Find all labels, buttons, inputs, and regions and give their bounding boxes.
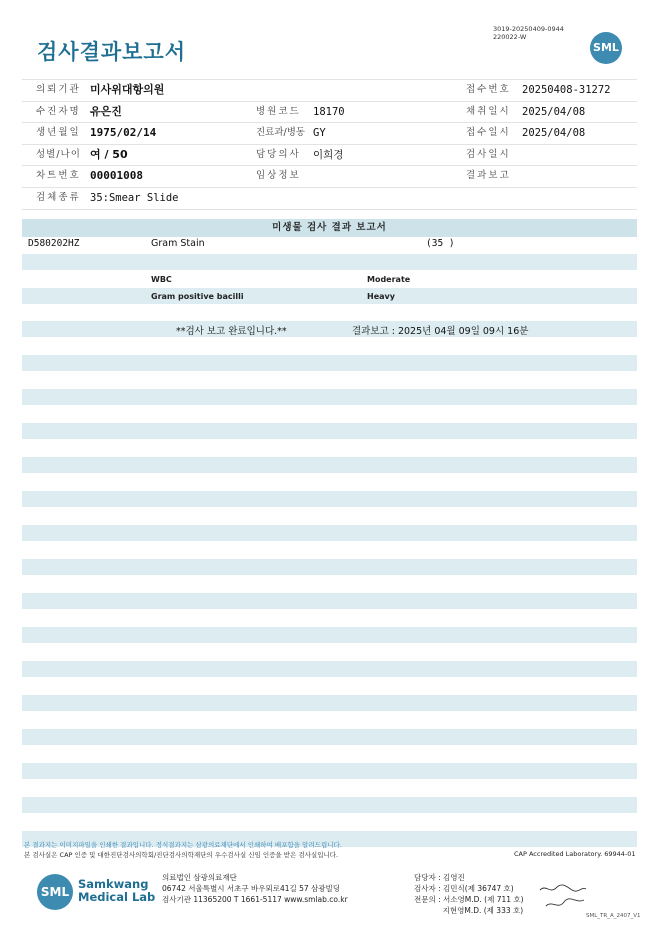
label-attending-doctor: 담당의사 bbox=[256, 148, 301, 160]
print-notice: 본 결과지는 이미지파일을 인쇄한 결과입니다. 정식결과지는 삼광의료재단에서 인쇄하여 배포함을 알려드립니다. bbox=[24, 841, 342, 849]
result-item: Gram positive bacilli bbox=[151, 292, 244, 301]
attending-doctor: 이희경 bbox=[313, 148, 344, 161]
signature bbox=[538, 880, 588, 912]
striped-row bbox=[22, 525, 637, 541]
section-title: 미생물 검사 결과 보고서 bbox=[272, 222, 387, 233]
striped-row bbox=[22, 763, 637, 779]
sml-logo: SML bbox=[590, 32, 622, 64]
company-name-line: Medical Lab bbox=[78, 890, 156, 904]
label-receipt-date: 접수일시 bbox=[466, 127, 511, 139]
striped-row bbox=[22, 627, 637, 643]
label-collection-date: 채취일시 bbox=[466, 105, 511, 117]
label-specimen-type: 검체종류 bbox=[36, 191, 81, 203]
patient-info-table bbox=[22, 79, 637, 210]
result-value: Moderate bbox=[367, 275, 411, 284]
info-row bbox=[22, 123, 637, 145]
striped-row bbox=[22, 559, 637, 575]
cap-accreditation: CAP Accredited Laboratory. 69944-01 bbox=[514, 850, 636, 858]
info-row bbox=[22, 145, 637, 167]
address-line: 의료법인 삼광의료재단 bbox=[162, 873, 237, 882]
striped-row bbox=[22, 355, 637, 371]
receipt-number: 20250408-31272 bbox=[522, 84, 611, 96]
accreditation-notice: 본 검사실은 CAP 인증 및 대한진단검사의학회/진단검사의학재단의 우수검사실 신임 인증을 받은 검사실입니다. bbox=[24, 851, 339, 859]
document-code bbox=[493, 26, 564, 41]
hospital-code: 18170 bbox=[313, 105, 345, 118]
info-row bbox=[22, 102, 637, 124]
striped-row bbox=[22, 797, 637, 813]
label-test-date: 검사일시 bbox=[466, 148, 511, 160]
document-code-line: 220022-W bbox=[493, 32, 527, 41]
sml-logo: SML bbox=[37, 874, 73, 910]
label-birth-date: 생년월일 bbox=[36, 127, 81, 139]
staff-line: 지현영M.D. (제 333 호) bbox=[414, 906, 524, 915]
label-chart-number: 차트번호 bbox=[36, 170, 81, 182]
specimen-type: 35:Smear Slide bbox=[90, 191, 179, 204]
striped-row bbox=[22, 729, 637, 745]
address-line: 검사기관 11365200 T 1661-5117 www.smlab.co.kr bbox=[162, 895, 348, 904]
report-title: 검사결과보고서 bbox=[37, 40, 187, 64]
label-requesting-clinic: 의뢰기관 bbox=[36, 84, 81, 95]
report-complete-message: **검사 보고 완료입니다.** bbox=[176, 326, 287, 337]
label-hospital-code: 병원코드 bbox=[256, 105, 301, 117]
test-count: (35 ) bbox=[426, 238, 455, 249]
address-line: 06742 서울특별시 서초구 바우뫼로41길 57 삼광빌딩 bbox=[162, 884, 341, 893]
label-department: 진료과/병동 bbox=[256, 127, 306, 139]
company-name-line: Samkwang bbox=[78, 877, 149, 891]
label-sex-age: 성별/나이 bbox=[36, 148, 81, 160]
collection-date: 2025/04/08 bbox=[522, 105, 586, 118]
result-value: Heavy bbox=[367, 292, 395, 301]
chart-number: 00001008 bbox=[90, 169, 143, 183]
staff-line: 담당자 : 김영진 bbox=[414, 873, 465, 882]
requesting-clinic: 미사위대항의원 bbox=[90, 83, 165, 96]
info-row bbox=[22, 166, 637, 188]
report-time: 결과보고 : 2025년 04월 09일 09시 16분 bbox=[352, 326, 529, 337]
striped-row bbox=[22, 423, 637, 439]
striped-row bbox=[22, 491, 637, 507]
staff-line: 검사자 : 김민식(제 36747 호) bbox=[414, 884, 514, 893]
department: GY bbox=[313, 127, 326, 140]
document-code-line: 3019-20250409-0944 bbox=[493, 25, 564, 33]
label-receipt-number: 접수번호 bbox=[466, 84, 511, 95]
striped-row bbox=[22, 288, 637, 304]
lab-address bbox=[162, 872, 348, 905]
label-result-report: 결과보고 bbox=[466, 170, 511, 182]
striped-row bbox=[22, 661, 637, 677]
form-id: SML_TR_A_2407_V1 bbox=[586, 913, 641, 919]
info-row bbox=[22, 79, 637, 102]
test-code: D580202HZ bbox=[28, 238, 80, 249]
striped-row bbox=[22, 254, 637, 270]
striped-row bbox=[22, 457, 637, 473]
striped-row bbox=[22, 389, 637, 405]
patient-name: 유은진 bbox=[90, 104, 122, 118]
label-patient-name: 수진자명 bbox=[36, 105, 81, 117]
striped-row bbox=[22, 321, 637, 337]
test-name: Gram Stain bbox=[151, 238, 205, 249]
staff-list bbox=[414, 872, 524, 916]
receipt-date: 2025/04/08 bbox=[522, 127, 586, 140]
striped-row bbox=[22, 695, 637, 711]
info-row bbox=[22, 188, 637, 210]
result-item: WBC bbox=[151, 275, 172, 284]
birth-date: 1975/02/14 bbox=[90, 126, 157, 140]
label-clinical-info: 임상정보 bbox=[256, 170, 301, 182]
sex-age: 여 / 50 bbox=[90, 147, 128, 161]
striped-row bbox=[22, 593, 637, 609]
company-name bbox=[78, 878, 155, 904]
staff-line: 전문의 : 서소영M.D. (제 711 호) bbox=[414, 895, 524, 904]
